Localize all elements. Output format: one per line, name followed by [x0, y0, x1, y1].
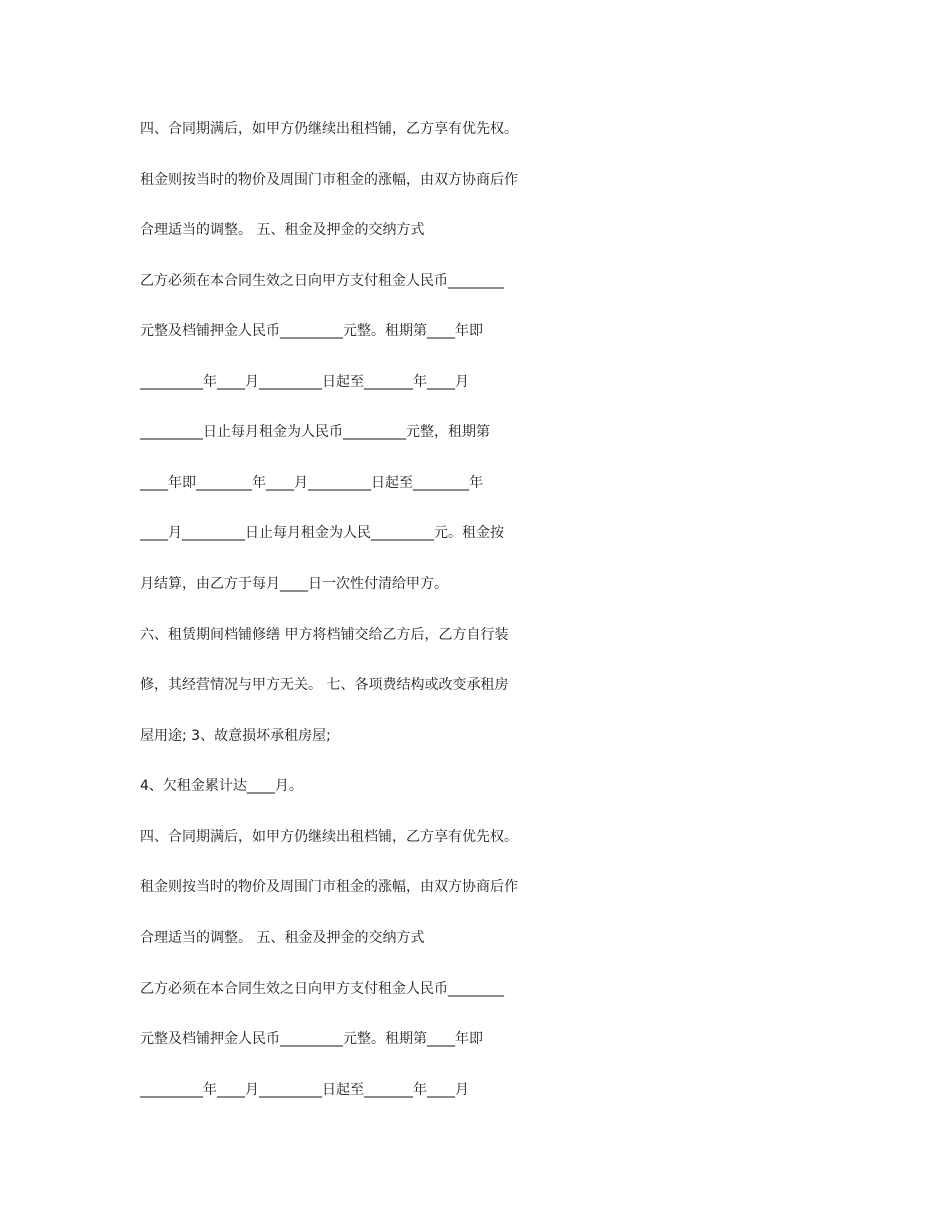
- text-line: _________年____月_________日起至_______年____月: [140, 1082, 469, 1098]
- text-line: 六、租赁期间档铺修缮 甲方将档铺交给乙方后，乙方自行装: [140, 627, 509, 643]
- text-line: ____年即________年____月_________日起至________年: [140, 475, 483, 491]
- text-line: 合理适当的调整。 五、租金及押金的交纳方式: [140, 930, 425, 946]
- text-line: 租金则按当时的物价及周围门市租金的涨幅，由双方协商后作: [140, 172, 518, 188]
- text-line: 屋用途; 3、故意损坏承租房屋;: [140, 728, 331, 744]
- text-line: 修，其经营情况与甲方无关。 七、各项费结构或改变承租房: [140, 677, 509, 693]
- text-line: 月结算，由乙方于每月____日一次性付清给甲方。: [140, 576, 448, 592]
- text-line: 乙方必须在本合同生效之日向甲方支付租金人民币________: [140, 981, 504, 997]
- text-line: 合理适当的调整。 五、租金及押金的交纳方式: [140, 222, 425, 238]
- text-line: _________年____月_________日起至_______年____月: [140, 374, 469, 390]
- text-line: 4、欠租金累计达____月。: [140, 778, 303, 794]
- text-line: 四、合同期满后，如甲方仍继续出租档铺，乙方享有优先权。: [140, 121, 518, 137]
- text-line: 元整及档铺押金人民币_________元整。租期第____年即: [140, 1031, 483, 1047]
- text-line: 四、合同期满后，如甲方仍继续出租档铺，乙方享有优先权。: [140, 829, 518, 845]
- text-line: 元整及档铺押金人民币_________元整。租期第____年即: [140, 323, 483, 339]
- text-line: _________日止每月租金为人民币_________元整，租期第: [140, 424, 490, 440]
- text-line: ____月_________日止每月租金为人民_________元。租金按: [140, 525, 504, 541]
- text-line: 租金则按当时的物价及周围门市租金的涨幅，由双方协商后作: [140, 879, 518, 895]
- text-line: 乙方必须在本合同生效之日向甲方支付租金人民币________: [140, 273, 504, 289]
